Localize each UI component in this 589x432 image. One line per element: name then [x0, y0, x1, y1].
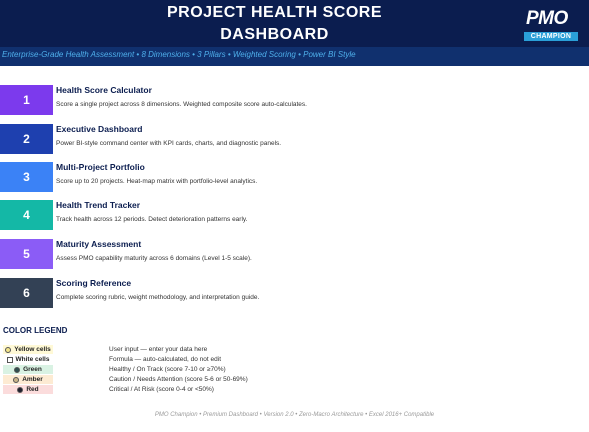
legend-row-red	[3, 385, 563, 394]
circle-icon	[5, 347, 11, 353]
legend-row-white	[3, 355, 563, 364]
circle-icon	[13, 377, 19, 383]
module-title[interactable]: Health Score Calculator	[56, 85, 152, 95]
module-number-badge[interactable]: 5	[0, 239, 53, 269]
legend-swatch	[3, 375, 53, 384]
legend-swatch	[3, 385, 53, 394]
module-title[interactable]: Health Trend Tracker	[56, 200, 141, 210]
legend-description: Healthy / On Track (score 7-10 or ≥70%)	[109, 366, 226, 373]
module-item-multi-project-portfolio[interactable]	[0, 162, 589, 192]
legend-swatch	[3, 355, 53, 364]
legend-description: User input — enter your data here	[109, 346, 208, 353]
circle-icon	[14, 367, 20, 373]
module-description: Power BI-style command center with KPI cards, charts, and diagnostic panels.	[56, 140, 282, 147]
module-title[interactable]: Multi-Project Portfolio	[56, 162, 145, 172]
module-item-health-score-calculator[interactable]	[0, 85, 589, 115]
legend-row-amber	[3, 375, 563, 384]
footer-text: PMO Champion • Premium Dashboard • Version 2.0 • Zero-Macro Architecture • Excel 2016+ Compatible	[154, 412, 435, 418]
module-description: Score a single project across 8 dimensions. Weighted composite score auto-calculates.	[56, 101, 307, 108]
legend-row-green	[3, 365, 563, 374]
module-item-scoring-reference[interactable]	[0, 278, 589, 308]
module-number-badge[interactable]: 2	[0, 124, 53, 154]
module-item-maturity-assessment[interactable]	[0, 239, 589, 269]
module-title[interactable]: Executive Dashboard	[56, 124, 143, 134]
circle-icon	[17, 387, 23, 393]
module-item-executive-dashboard[interactable]	[0, 124, 589, 154]
module-description: Assess PMO capability maturity across 6 domains (Level 1-5 scale).	[56, 255, 252, 262]
module-number-badge[interactable]: 1	[0, 85, 53, 115]
legend-label: Amber	[22, 376, 43, 383]
header-banner	[0, 0, 589, 47]
legend-description: Caution / Needs Attention (score 5-6 or 50-69%)	[109, 376, 248, 383]
logo-subtext: CHAMPION	[524, 32, 578, 41]
dashboard-title-line1: PROJECT HEALTH SCORE	[166, 4, 383, 21]
dashboard-title-line2: DASHBOARD	[220, 26, 329, 43]
module-number-badge[interactable]: 4	[0, 200, 53, 230]
module-description: Track health across 12 periods. Detect deterioration patterns early.	[56, 216, 248, 223]
module-item-health-trend-tracker[interactable]	[0, 200, 589, 230]
subheader-text: Enterprise-Grade Health Assessment • 8 Dimensions • 3 Pillars • Weighted Scoring • Power BI Style	[2, 50, 356, 59]
module-number-badge[interactable]: 3	[0, 162, 53, 192]
module-title[interactable]: Maturity Assessment	[56, 239, 142, 249]
module-description: Complete scoring rubric, weight methodology, and interpretation guide.	[56, 294, 260, 301]
legend-label: Green	[23, 366, 42, 373]
subheader-bar	[0, 47, 589, 66]
legend-swatch	[3, 345, 53, 354]
legend-description: Formula — auto-calculated, do not edit	[109, 356, 222, 363]
legend-swatch	[3, 365, 53, 374]
pmo-champion-logo	[522, 6, 580, 42]
legend-label: White cells	[15, 356, 50, 363]
legend-label: Yellow cells	[14, 346, 51, 353]
legend-label: Red	[26, 386, 39, 393]
logo-text: PMO	[526, 8, 568, 29]
module-title[interactable]: Scoring Reference	[56, 278, 132, 288]
legend-row-yellow	[3, 345, 563, 354]
color-legend-title: COLOR LEGEND	[3, 326, 68, 335]
module-number-badge[interactable]: 6	[0, 278, 53, 308]
legend-description: Critical / At Risk (score 0-4 or <50%)	[109, 386, 214, 393]
square-icon	[7, 357, 13, 363]
module-description: Score up to 20 projects. Heat-map matrix with portfolio-level analytics.	[56, 178, 258, 185]
